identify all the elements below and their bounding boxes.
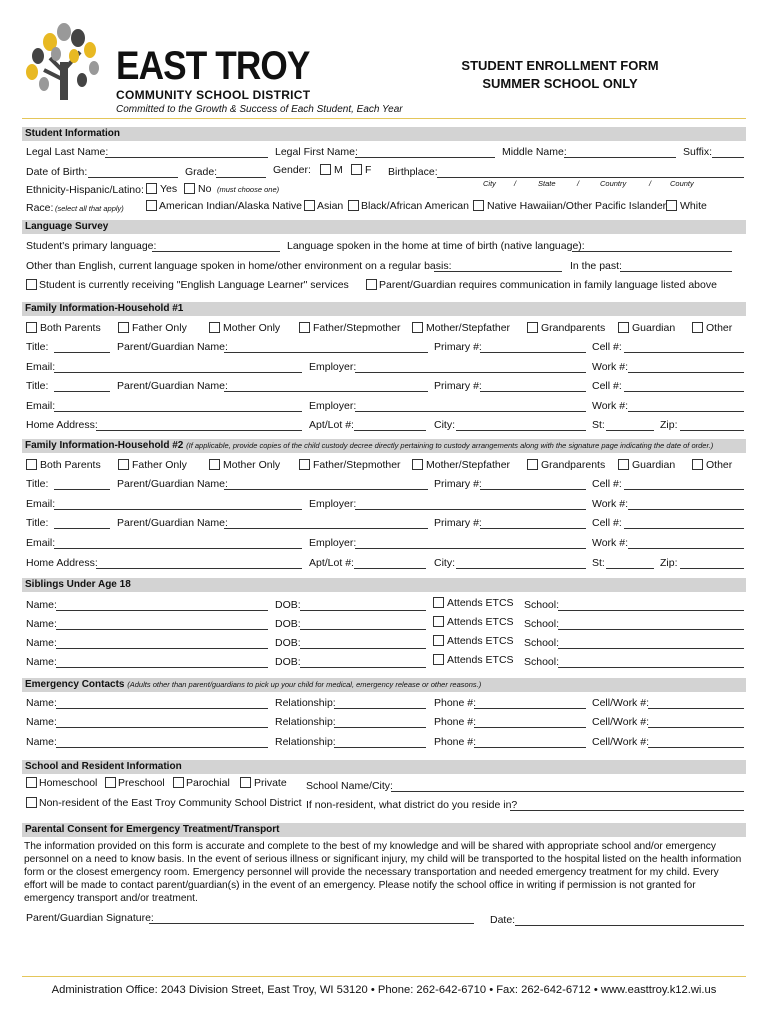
label-suffix: Suffix: bbox=[683, 146, 712, 158]
district-name: EAST TROY bbox=[116, 44, 310, 88]
hh1-guardian-checkbox[interactable] bbox=[618, 322, 629, 333]
label-which-district: If non-resident, what district do you reside in? bbox=[306, 799, 518, 811]
label-phone: Phone #: bbox=[434, 716, 477, 728]
hh1-p2-employer-field[interactable] bbox=[355, 411, 586, 412]
sibling-attends-checkbox[interactable] bbox=[433, 616, 444, 627]
hh2-p2-cell-field[interactable] bbox=[624, 528, 744, 529]
label-zip: Zip: bbox=[660, 557, 678, 569]
hh2-p2-email-field[interactable] bbox=[54, 548, 302, 549]
slash: / bbox=[577, 179, 580, 188]
emergency-name-field[interactable] bbox=[56, 727, 268, 728]
custody-note: (If applicable, provide copies of the child custody decree directly pertaining to custody arrangements along with the signature page indicating the date of order.) bbox=[186, 441, 714, 450]
hh1-grandparents-label: Grandparents bbox=[541, 322, 606, 334]
emergency-cellwork-field[interactable] bbox=[648, 708, 744, 709]
hh1-mother-only-checkbox[interactable] bbox=[209, 322, 220, 333]
label-homeschool: Homeschool bbox=[39, 777, 98, 789]
hh2-guardian-checkbox[interactable] bbox=[618, 459, 629, 470]
hh1-mother-stepfather-checkbox[interactable] bbox=[412, 322, 423, 333]
hh1-other-checkbox[interactable] bbox=[692, 322, 703, 333]
hh2-father-stepmother-label: Father/Stepmother bbox=[313, 459, 401, 471]
label-city: City: bbox=[434, 557, 455, 569]
nonresident-checkbox[interactable] bbox=[26, 797, 37, 808]
label-cellwork: Cell/Work #: bbox=[592, 716, 649, 728]
hh2-p2-employer-field[interactable] bbox=[355, 548, 586, 549]
section-student-info: Student Information bbox=[22, 127, 746, 141]
label-country: Country bbox=[600, 179, 627, 188]
label-parent-name: Parent/Guardian Name: bbox=[117, 341, 228, 353]
sibling-school-field[interactable] bbox=[558, 610, 744, 611]
label-home-address: Home Address: bbox=[26, 557, 98, 569]
race-label-asian: Asian bbox=[317, 200, 344, 212]
hh2-zip-field[interactable] bbox=[680, 568, 744, 569]
label-f: F bbox=[365, 164, 372, 176]
label-city: City bbox=[483, 179, 496, 188]
hh1-p2-work-field[interactable] bbox=[628, 411, 744, 412]
hh2-mother-stepfather-label: Mother/Stepfather bbox=[426, 459, 511, 471]
family-language-checkbox[interactable] bbox=[366, 279, 377, 290]
sibling-dob-field[interactable] bbox=[300, 648, 426, 649]
hh1-both-parents-label: Both Parents bbox=[40, 322, 101, 334]
label-name: Name: bbox=[26, 637, 57, 649]
race-label-american-indian: American Indian/Alaska Native bbox=[159, 200, 302, 212]
label-title: Title: bbox=[26, 341, 49, 353]
hh2-grandparents-checkbox[interactable] bbox=[527, 459, 538, 470]
label-apt: Apt/Lot #: bbox=[309, 557, 354, 569]
label-title: Title: bbox=[26, 380, 49, 392]
hh2-other-checkbox[interactable] bbox=[692, 459, 703, 470]
hh2-p2-name-field[interactable] bbox=[224, 528, 428, 529]
race-label-black: Black/African American bbox=[361, 200, 469, 212]
sibling-name-field[interactable] bbox=[56, 667, 268, 668]
hh1-address-field[interactable] bbox=[96, 430, 302, 431]
hh1-p1-primary-field[interactable] bbox=[480, 352, 586, 353]
label-relationship: Relationship: bbox=[275, 736, 336, 748]
label-middle-name: Middle Name: bbox=[502, 146, 567, 158]
label-email: Email: bbox=[26, 498, 56, 510]
hh2-p2-primary-field[interactable] bbox=[480, 528, 586, 529]
district-subtitle: COMMUNITY SCHOOL DISTRICT bbox=[116, 88, 311, 102]
label-name: Name: bbox=[26, 697, 57, 709]
section-consent: Parental Consent for Emergency Treatment/Transport bbox=[22, 823, 746, 837]
sibling-dob-field[interactable] bbox=[300, 667, 426, 668]
emergency-cellwork-field[interactable] bbox=[648, 747, 744, 748]
label-attends: Attends ETCS bbox=[447, 597, 514, 609]
label-work: Work #: bbox=[592, 400, 628, 412]
sibling-name-field[interactable] bbox=[56, 648, 268, 649]
hh2-p1-primary-field[interactable] bbox=[480, 489, 586, 490]
ell-checkbox[interactable] bbox=[26, 279, 37, 290]
hh2-father-stepmother-checkbox[interactable] bbox=[299, 459, 310, 470]
race-label-white: White bbox=[680, 200, 707, 212]
label-first-name: Legal First Name: bbox=[275, 146, 358, 158]
hh2-grandparents-label: Grandparents bbox=[541, 459, 606, 471]
label-ell: Student is currently receiving "English Language Learner" services bbox=[39, 279, 349, 291]
label-parent-name: Parent/Guardian Name: bbox=[117, 380, 228, 392]
hh1-father-stepmother-checkbox[interactable] bbox=[299, 322, 310, 333]
hh2-mother-only-label: Mother Only bbox=[223, 459, 281, 471]
first-name-field[interactable] bbox=[355, 157, 495, 158]
label-attends: Attends ETCS bbox=[447, 635, 514, 647]
tagline: Committed to the Growth & Success of Each Student, Each Year bbox=[116, 104, 403, 115]
sibling-school-field[interactable] bbox=[558, 629, 744, 630]
select-all-note: (select all that apply) bbox=[55, 204, 124, 213]
race-checkbox-asian[interactable] bbox=[304, 200, 315, 211]
race-checkbox-white[interactable] bbox=[666, 200, 677, 211]
label-email: Email: bbox=[26, 400, 56, 412]
label-primary: Primary #: bbox=[434, 478, 482, 490]
label-school: School: bbox=[524, 618, 560, 630]
hh1-p2-name-field[interactable] bbox=[224, 391, 428, 392]
hh1-zip-field[interactable] bbox=[680, 430, 744, 431]
gender-m-checkbox[interactable] bbox=[320, 164, 331, 175]
label-primary: Primary #: bbox=[434, 517, 482, 529]
parochial-checkbox[interactable] bbox=[173, 777, 184, 788]
label-cell: Cell #: bbox=[592, 478, 622, 490]
school-name-field[interactable] bbox=[391, 791, 744, 792]
label-parent-name: Parent/Guardian Name: bbox=[117, 478, 228, 490]
homeschool-checkbox[interactable] bbox=[26, 777, 37, 788]
hh2-state-field[interactable] bbox=[606, 568, 654, 569]
label-email: Email: bbox=[26, 537, 56, 549]
race-checkbox-black[interactable] bbox=[348, 200, 359, 211]
label-date: Date: bbox=[490, 914, 516, 926]
label-nonresident: Non-resident of the East Troy Community School District bbox=[39, 797, 302, 809]
label-preschool: Preschool bbox=[118, 777, 165, 789]
footer-address: Administration Office: 2043 Division Street, East Troy, WI 53120 • Phone: 262-642-6710 • Fax: 262-642-6712 • www.easttroy.k12.wi.us bbox=[51, 984, 717, 996]
emergency-name-field[interactable] bbox=[56, 708, 268, 709]
label-school: School: bbox=[524, 656, 560, 668]
label-current-language: Other than English, current language spoken in home/other environment on a regular basis: bbox=[26, 260, 452, 272]
suffix-field[interactable] bbox=[712, 157, 744, 158]
label-dob: DOB: bbox=[275, 599, 301, 611]
label-m: M bbox=[334, 164, 343, 176]
slash: / bbox=[514, 179, 517, 188]
sibling-dob-field[interactable] bbox=[300, 629, 426, 630]
hh1-p2-primary-field[interactable] bbox=[480, 391, 586, 392]
label-last-name: Legal Last Name: bbox=[26, 146, 109, 158]
hh1-p1-title-field[interactable] bbox=[54, 352, 110, 353]
label-city: City: bbox=[434, 419, 455, 431]
label-dob: Date of Birth: bbox=[26, 166, 88, 178]
label-employer: Employer: bbox=[309, 537, 357, 549]
label-signature: Parent/Guardian Signature: bbox=[26, 912, 154, 924]
primary-language-field[interactable] bbox=[152, 251, 280, 252]
hh2-p1-cell-field[interactable] bbox=[624, 489, 744, 490]
must-choose-note: (must choose one) bbox=[217, 185, 280, 194]
birthplace-field[interactable] bbox=[437, 177, 744, 178]
label-cell: Cell #: bbox=[592, 380, 622, 392]
label-employer: Employer: bbox=[309, 361, 357, 373]
race-checkbox-american-indian[interactable] bbox=[146, 200, 157, 211]
hh2-other-label: Other bbox=[706, 459, 733, 471]
hh1-father-stepmother-label: Father/Stepmother bbox=[313, 322, 401, 334]
hh1-state-field[interactable] bbox=[606, 430, 654, 431]
hh1-apt-field[interactable] bbox=[354, 430, 426, 431]
label-family-language: Parent/Guardian requires communication in family language listed above bbox=[379, 279, 717, 291]
hh1-both-parents-checkbox[interactable] bbox=[26, 322, 37, 333]
label-employer: Employer: bbox=[309, 498, 357, 510]
emergency-relationship-field[interactable] bbox=[334, 708, 426, 709]
label-dob: DOB: bbox=[275, 618, 301, 630]
label-employer: Employer: bbox=[309, 400, 357, 412]
past-language-field[interactable] bbox=[620, 271, 732, 272]
label-home-address: Home Address: bbox=[26, 419, 98, 431]
hh1-city-field[interactable] bbox=[456, 430, 586, 431]
hh1-grandparents-checkbox[interactable] bbox=[527, 322, 538, 333]
label-apt: Apt/Lot #: bbox=[309, 419, 354, 431]
hh1-p1-cell-field[interactable] bbox=[624, 352, 744, 353]
slash: / bbox=[649, 179, 652, 188]
label-work: Work #: bbox=[592, 498, 628, 510]
label-state: State bbox=[538, 179, 556, 188]
form-title: STUDENT ENROLLMENT FORM bbox=[461, 58, 659, 73]
hh1-p1-name-field[interactable] bbox=[224, 352, 428, 353]
hh2-p1-email-field[interactable] bbox=[54, 509, 302, 510]
hh2-apt-field[interactable] bbox=[354, 568, 426, 569]
label-title: Title: bbox=[26, 517, 49, 529]
header-divider bbox=[22, 118, 746, 119]
dob-field[interactable] bbox=[88, 177, 178, 178]
label-yes: Yes bbox=[160, 183, 178, 195]
label-grade: Grade: bbox=[185, 166, 218, 178]
section-emergency: Emergency Contacts (Adults other than parent/guardians to pick up your child for medical, emergency release or other reasons.) bbox=[22, 678, 746, 692]
label-cell: Cell #: bbox=[592, 341, 622, 353]
footer-divider bbox=[22, 976, 746, 977]
hh2-p1-name-field[interactable] bbox=[224, 489, 428, 490]
emergency-phone-field[interactable] bbox=[474, 708, 586, 709]
hh2-both-parents-checkbox[interactable] bbox=[26, 459, 37, 470]
hh1-p2-title-field[interactable] bbox=[54, 391, 110, 392]
hh2-p2-work-field[interactable] bbox=[628, 548, 744, 549]
label-birthplace: Birthplace: bbox=[388, 166, 438, 178]
label-relationship: Relationship: bbox=[275, 697, 336, 709]
label-no: No bbox=[198, 183, 212, 195]
consent-text: The information provided on this form is accurate and complete to the best of my knowledge and will be shared with appropriate school and/or emergency personnel on a need to know basis. In the event of serious illness or significant injury, my child will be transported to the hospital listed on the health information form or the closest emergency room. Emergency personnel will provide the necessary transportation and needed emergency treatment for my child. Every effort will be made to contact parent/guardian(s) in the event of an emergency. Please notify the school office in writing if permission is not granted for emergency transport and/or treatment. bbox=[24, 841, 742, 904]
current-language-field[interactable] bbox=[434, 271, 562, 272]
hh2-both-parents-label: Both Parents bbox=[40, 459, 101, 471]
hh2-mother-only-checkbox[interactable] bbox=[209, 459, 220, 470]
label-email: Email: bbox=[26, 361, 56, 373]
sibling-attends-checkbox[interactable] bbox=[433, 654, 444, 665]
emergency-cellwork-field[interactable] bbox=[648, 727, 744, 728]
emergency-relationship-field[interactable] bbox=[334, 747, 426, 748]
label-school: School: bbox=[524, 599, 560, 611]
signature-field[interactable] bbox=[149, 923, 474, 924]
district-field[interactable] bbox=[510, 810, 744, 811]
label-dob: DOB: bbox=[275, 637, 301, 649]
middle-name-field[interactable] bbox=[564, 157, 676, 158]
gender-f-checkbox[interactable] bbox=[351, 164, 362, 175]
hh2-p1-title-field[interactable] bbox=[54, 489, 110, 490]
hh2-father-only-checkbox[interactable] bbox=[118, 459, 129, 470]
tree-icon bbox=[22, 22, 112, 104]
label-name: Name: bbox=[26, 656, 57, 668]
sibling-name-field[interactable] bbox=[56, 610, 268, 611]
grade-field[interactable] bbox=[216, 177, 266, 178]
label-attends: Attends ETCS bbox=[447, 654, 514, 666]
hh1-guardian-label: Guardian bbox=[632, 322, 676, 334]
label-attends: Attends ETCS bbox=[447, 616, 514, 628]
label-work: Work #: bbox=[592, 537, 628, 549]
label-zip: Zip: bbox=[660, 419, 678, 431]
hh1-father-only-checkbox[interactable] bbox=[118, 322, 129, 333]
sibling-school-field[interactable] bbox=[558, 667, 744, 668]
emergency-relationship-field[interactable] bbox=[334, 727, 426, 728]
sibling-attends-checkbox[interactable] bbox=[433, 635, 444, 646]
section-school-resident: School and Resident Information bbox=[22, 760, 746, 774]
emergency-phone-field[interactable] bbox=[474, 727, 586, 728]
sibling-name-field[interactable] bbox=[56, 629, 268, 630]
section-language-survey: Language Survey bbox=[22, 220, 746, 234]
label-name: Name: bbox=[26, 618, 57, 630]
section-household-2: Family Information-Household #2 (If applicable, provide copies of the child custody decree directly pertaining to custody arrangements along with the signature page indicating the date of order.) bbox=[22, 439, 746, 453]
label-private: Private bbox=[254, 777, 287, 789]
label-parochial: Parochial bbox=[186, 777, 230, 789]
label-title: Title: bbox=[26, 478, 49, 490]
hh1-p1-work-field[interactable] bbox=[628, 372, 744, 373]
label-name: Name: bbox=[26, 736, 57, 748]
label-phone: Phone #: bbox=[434, 697, 477, 709]
label-school: School: bbox=[524, 637, 560, 649]
emergency-note: (Adults other than parent/guardians to pick up your child for medical, emergency release or other reasons.) bbox=[127, 680, 482, 689]
label-st: St: bbox=[592, 557, 605, 569]
sibling-school-field[interactable] bbox=[558, 648, 744, 649]
logo bbox=[22, 22, 112, 104]
hh1-p1-employer-field[interactable] bbox=[355, 372, 586, 373]
sibling-attends-checkbox[interactable] bbox=[433, 597, 444, 608]
label-cell: Cell #: bbox=[592, 517, 622, 529]
label-parent-name: Parent/Guardian Name: bbox=[117, 517, 228, 529]
last-name-field[interactable] bbox=[105, 157, 268, 158]
label-primary-language: Student's primary language: bbox=[26, 240, 157, 252]
label-cellwork: Cell/Work #: bbox=[592, 697, 649, 709]
emergency-phone-field[interactable] bbox=[474, 747, 586, 748]
hh2-city-field[interactable] bbox=[456, 568, 586, 569]
form-subtitle: SUMMER SCHOOL ONLY bbox=[482, 76, 638, 91]
label-phone: Phone #: bbox=[434, 736, 477, 748]
hh2-father-only-label: Father Only bbox=[132, 459, 187, 471]
label-past: In the past: bbox=[570, 260, 622, 272]
label-county: County bbox=[670, 179, 694, 188]
sibling-dob-field[interactable] bbox=[300, 610, 426, 611]
label-name: Name: bbox=[26, 716, 57, 728]
hh2-p2-title-field[interactable] bbox=[54, 528, 110, 529]
label-st: St: bbox=[592, 419, 605, 431]
ethnicity-yes-checkbox[interactable] bbox=[146, 183, 157, 194]
label-native-language: Language spoken in the home at time of birth (native language): bbox=[287, 240, 585, 252]
emergency-name-field[interactable] bbox=[56, 747, 268, 748]
native-language-field[interactable] bbox=[572, 251, 732, 252]
ethnicity-no-checkbox[interactable] bbox=[184, 183, 195, 194]
label-gender: Gender: bbox=[273, 164, 311, 176]
label-work: Work #: bbox=[592, 361, 628, 373]
hh1-other-label: Other bbox=[706, 322, 733, 334]
label-name: Name: bbox=[26, 599, 57, 611]
hh1-p2-email-field[interactable] bbox=[54, 411, 302, 412]
preschool-checkbox[interactable] bbox=[105, 777, 116, 788]
private-checkbox[interactable] bbox=[240, 777, 251, 788]
hh2-guardian-label: Guardian bbox=[632, 459, 676, 471]
label-relationship: Relationship: bbox=[275, 716, 336, 728]
race-checkbox-native-hawaiian[interactable] bbox=[473, 200, 484, 211]
hh1-father-only-label: Father Only bbox=[132, 322, 187, 334]
hh2-mother-stepfather-checkbox[interactable] bbox=[412, 459, 423, 470]
date-field[interactable] bbox=[515, 925, 744, 926]
label-race: Race: bbox=[26, 202, 54, 214]
hh2-p1-work-field[interactable] bbox=[628, 509, 744, 510]
race-label-native-hawaiian: Native Hawaiian/Other Pacific Islander bbox=[487, 200, 667, 212]
section-siblings: Siblings Under Age 18 bbox=[22, 578, 746, 592]
hh2-address-field[interactable] bbox=[96, 568, 302, 569]
label-cellwork: Cell/Work #: bbox=[592, 736, 649, 748]
hh1-mother-only-label: Mother Only bbox=[223, 322, 281, 334]
label-dob: DOB: bbox=[275, 656, 301, 668]
hh2-p1-employer-field[interactable] bbox=[355, 509, 586, 510]
hh1-p1-email-field[interactable] bbox=[54, 372, 302, 373]
hh1-p2-cell-field[interactable] bbox=[624, 391, 744, 392]
label-primary: Primary #: bbox=[434, 341, 482, 353]
label-school-name: School Name/City: bbox=[306, 780, 393, 792]
label-ethnicity: Ethnicity-Hispanic/Latino: bbox=[26, 184, 144, 196]
label-primary: Primary #: bbox=[434, 380, 482, 392]
hh1-mother-stepfather-label: Mother/Stepfather bbox=[426, 322, 511, 334]
section-household-1: Family Information-Household #1 bbox=[22, 302, 746, 316]
